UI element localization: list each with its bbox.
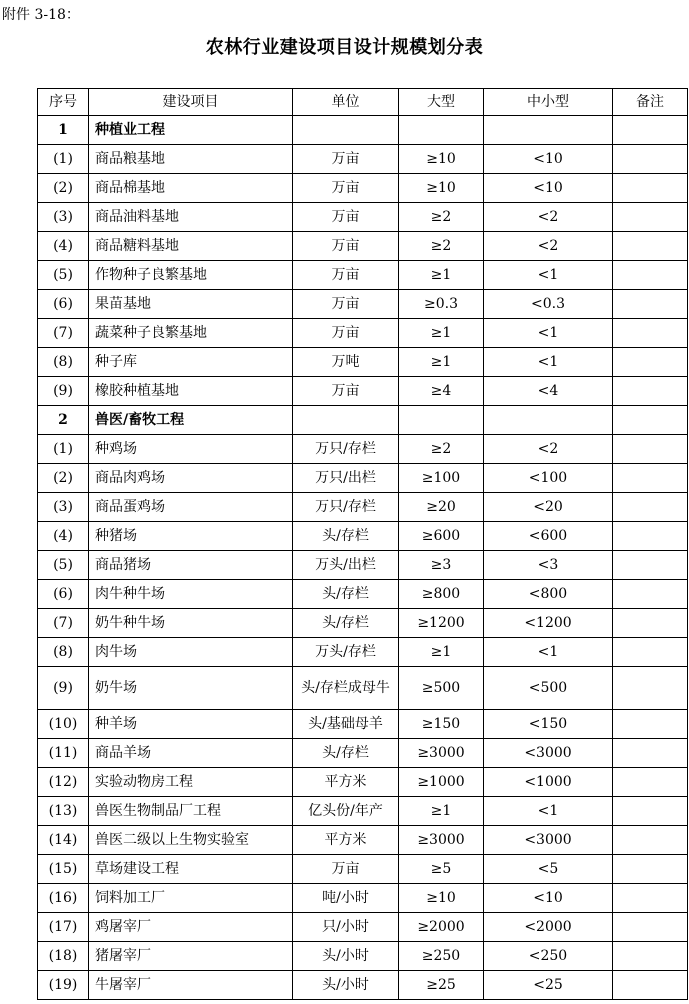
table-header-row bbox=[38, 89, 688, 116]
cell-item: 种猪场 bbox=[89, 522, 293, 551]
cell-item: 鸡屠宰厂 bbox=[89, 913, 293, 942]
table-row bbox=[38, 174, 688, 203]
cell-large: ≥1000 bbox=[399, 768, 484, 797]
cell-small: <1200 bbox=[484, 609, 613, 638]
table-row bbox=[38, 609, 688, 638]
cell-item: 种子库 bbox=[89, 348, 293, 377]
cell-unit: 万亩 bbox=[293, 377, 399, 406]
cell-no: (18) bbox=[38, 942, 89, 971]
cell-large bbox=[399, 406, 484, 435]
cell-small: <2 bbox=[484, 435, 613, 464]
cell-unit: 万亩 bbox=[293, 855, 399, 884]
cell-small: <150 bbox=[484, 710, 613, 739]
cell-large: ≥3 bbox=[399, 551, 484, 580]
cell-small: <1 bbox=[484, 319, 613, 348]
attachment-label: 附件 3-18： bbox=[2, 7, 80, 23]
section-number: 2 bbox=[38, 406, 89, 435]
cell-large: ≥2 bbox=[399, 232, 484, 261]
cell-item: 兽医生物制品厂工程 bbox=[89, 797, 293, 826]
cell-remark bbox=[613, 145, 688, 174]
cell-remark bbox=[613, 609, 688, 638]
cell-no: (9) bbox=[38, 667, 89, 710]
cell-remark bbox=[613, 493, 688, 522]
cell-large: ≥0.3 bbox=[399, 290, 484, 319]
cell-unit: 头/小时 bbox=[293, 971, 399, 1000]
cell-large: ≥1 bbox=[399, 261, 484, 290]
cell-item: 猪屠宰厂 bbox=[89, 942, 293, 971]
cell-large: ≥5 bbox=[399, 855, 484, 884]
cell-unit: 头/存栏 bbox=[293, 580, 399, 609]
cell-remark bbox=[613, 942, 688, 971]
table-row bbox=[38, 464, 688, 493]
cell-unit: 万头/出栏 bbox=[293, 551, 399, 580]
cell-unit: 只/小时 bbox=[293, 913, 399, 942]
header-large: 大型 bbox=[399, 89, 484, 116]
table-row bbox=[38, 638, 688, 667]
cell-no: (11) bbox=[38, 739, 89, 768]
table-row bbox=[38, 710, 688, 739]
cell-small bbox=[484, 116, 613, 145]
cell-remark bbox=[613, 768, 688, 797]
cell-small: <250 bbox=[484, 942, 613, 971]
cell-large: ≥2 bbox=[399, 203, 484, 232]
cell-small: <3 bbox=[484, 551, 613, 580]
cell-no: (6) bbox=[38, 290, 89, 319]
cell-no: (14) bbox=[38, 826, 89, 855]
cell-item: 肉牛场 bbox=[89, 638, 293, 667]
cell-small: <25 bbox=[484, 971, 613, 1000]
table-row bbox=[38, 797, 688, 826]
table-row bbox=[38, 913, 688, 942]
cell-large: ≥2 bbox=[399, 435, 484, 464]
cell-remark bbox=[613, 739, 688, 768]
cell-unit: 头/存栏 bbox=[293, 522, 399, 551]
scale-table bbox=[37, 88, 688, 1000]
cell-unit bbox=[293, 406, 399, 435]
cell-small: <1 bbox=[484, 797, 613, 826]
cell-large: ≥1 bbox=[399, 797, 484, 826]
cell-unit: 头/存栏 bbox=[293, 739, 399, 768]
table-row bbox=[38, 884, 688, 913]
cell-item: 草场建设工程 bbox=[89, 855, 293, 884]
cell-unit: 万亩 bbox=[293, 203, 399, 232]
cell-no: (4) bbox=[38, 522, 89, 551]
cell-remark bbox=[613, 406, 688, 435]
cell-item: 蔬菜种子良繁基地 bbox=[89, 319, 293, 348]
cell-remark bbox=[613, 319, 688, 348]
cell-unit bbox=[293, 116, 399, 145]
cell-no: (19) bbox=[38, 971, 89, 1000]
table-row bbox=[38, 942, 688, 971]
cell-unit: 头/存栏成母牛 bbox=[293, 667, 399, 710]
cell-small: <3000 bbox=[484, 739, 613, 768]
cell-small: <3000 bbox=[484, 826, 613, 855]
cell-large: ≥3000 bbox=[399, 826, 484, 855]
cell-unit: 万亩 bbox=[293, 174, 399, 203]
cell-small: <10 bbox=[484, 145, 613, 174]
cell-small: <2 bbox=[484, 232, 613, 261]
cell-no: (5) bbox=[38, 261, 89, 290]
cell-no: (1) bbox=[38, 435, 89, 464]
cell-item: 商品糖料基地 bbox=[89, 232, 293, 261]
cell-no: (3) bbox=[38, 493, 89, 522]
cell-no: (1) bbox=[38, 145, 89, 174]
cell-large: ≥4 bbox=[399, 377, 484, 406]
cell-item: 作物种子良繁基地 bbox=[89, 261, 293, 290]
cell-item: 商品粮基地 bbox=[89, 145, 293, 174]
cell-unit: 吨/小时 bbox=[293, 884, 399, 913]
cell-remark bbox=[613, 203, 688, 232]
cell-no: (7) bbox=[38, 319, 89, 348]
cell-large: ≥25 bbox=[399, 971, 484, 1000]
cell-small: <1 bbox=[484, 261, 613, 290]
section-number: 1 bbox=[38, 116, 89, 145]
cell-remark bbox=[613, 971, 688, 1000]
cell-unit: 万只/出栏 bbox=[293, 464, 399, 493]
cell-large: ≥250 bbox=[399, 942, 484, 971]
table-row bbox=[38, 232, 688, 261]
cell-item: 商品肉鸡场 bbox=[89, 464, 293, 493]
table-row bbox=[38, 377, 688, 406]
table-row bbox=[38, 145, 688, 174]
cell-no: (15) bbox=[38, 855, 89, 884]
cell-large: ≥1 bbox=[399, 319, 484, 348]
cell-item: 种鸡场 bbox=[89, 435, 293, 464]
cell-item: 橡胶种植基地 bbox=[89, 377, 293, 406]
table-row bbox=[38, 855, 688, 884]
table-row bbox=[38, 493, 688, 522]
cell-large: ≥20 bbox=[399, 493, 484, 522]
cell-remark bbox=[613, 232, 688, 261]
cell-no: (17) bbox=[38, 913, 89, 942]
header-remark: 备注 bbox=[613, 89, 688, 116]
cell-no: (12) bbox=[38, 768, 89, 797]
cell-small: <600 bbox=[484, 522, 613, 551]
table-row bbox=[38, 768, 688, 797]
cell-unit: 头/基础母羊 bbox=[293, 710, 399, 739]
cell-large: ≥3000 bbox=[399, 739, 484, 768]
cell-remark bbox=[613, 290, 688, 319]
cell-no: (6) bbox=[38, 580, 89, 609]
cell-item: 商品蛋鸡场 bbox=[89, 493, 293, 522]
cell-small: <5 bbox=[484, 855, 613, 884]
cell-item: 商品油料基地 bbox=[89, 203, 293, 232]
header-no: 序号 bbox=[38, 89, 89, 116]
cell-large: ≥10 bbox=[399, 884, 484, 913]
cell-remark bbox=[613, 638, 688, 667]
section-title: 兽医/畜牧工程 bbox=[89, 406, 293, 435]
cell-remark bbox=[613, 884, 688, 913]
cell-small: <10 bbox=[484, 884, 613, 913]
cell-item: 种羊场 bbox=[89, 710, 293, 739]
table-row bbox=[38, 739, 688, 768]
cell-small: <2 bbox=[484, 203, 613, 232]
cell-small: <2000 bbox=[484, 913, 613, 942]
cell-small: <1000 bbox=[484, 768, 613, 797]
cell-unit: 万亩 bbox=[293, 290, 399, 319]
cell-unit: 头/小时 bbox=[293, 942, 399, 971]
cell-small: <100 bbox=[484, 464, 613, 493]
cell-remark bbox=[613, 522, 688, 551]
cell-unit: 头/存栏 bbox=[293, 609, 399, 638]
cell-item: 饲料加工厂 bbox=[89, 884, 293, 913]
cell-no: (8) bbox=[38, 638, 89, 667]
cell-remark bbox=[613, 261, 688, 290]
cell-unit: 万头/存栏 bbox=[293, 638, 399, 667]
cell-remark bbox=[613, 377, 688, 406]
header-unit: 单位 bbox=[293, 89, 399, 116]
cell-unit: 平方米 bbox=[293, 826, 399, 855]
cell-item: 兽医二级以上生物实验室 bbox=[89, 826, 293, 855]
table-row bbox=[38, 319, 688, 348]
cell-unit: 平方米 bbox=[293, 768, 399, 797]
cell-remark bbox=[613, 797, 688, 826]
cell-item: 奶牛种牛场 bbox=[89, 609, 293, 638]
cell-unit: 万亩 bbox=[293, 145, 399, 174]
cell-large: ≥800 bbox=[399, 580, 484, 609]
cell-unit: 万只/存栏 bbox=[293, 493, 399, 522]
cell-no: (13) bbox=[38, 797, 89, 826]
cell-unit: 万亩 bbox=[293, 232, 399, 261]
header-small: 中小型 bbox=[484, 89, 613, 116]
cell-unit: 亿头份/年产 bbox=[293, 797, 399, 826]
table-row bbox=[38, 348, 688, 377]
table-row bbox=[38, 203, 688, 232]
cell-no: (10) bbox=[38, 710, 89, 739]
table-row bbox=[38, 826, 688, 855]
cell-large bbox=[399, 116, 484, 145]
cell-large: ≥600 bbox=[399, 522, 484, 551]
cell-remark bbox=[613, 710, 688, 739]
cell-small: <1 bbox=[484, 348, 613, 377]
cell-remark bbox=[613, 580, 688, 609]
table-row bbox=[38, 435, 688, 464]
cell-item: 商品猪场 bbox=[89, 551, 293, 580]
cell-no: (4) bbox=[38, 232, 89, 261]
cell-remark bbox=[613, 116, 688, 145]
cell-no: (2) bbox=[38, 174, 89, 203]
cell-remark bbox=[613, 826, 688, 855]
cell-no: (5) bbox=[38, 551, 89, 580]
cell-small: <800 bbox=[484, 580, 613, 609]
cell-remark bbox=[613, 435, 688, 464]
cell-small: <0.3 bbox=[484, 290, 613, 319]
table-row bbox=[38, 667, 688, 710]
cell-large: ≥10 bbox=[399, 174, 484, 203]
cell-large: ≥150 bbox=[399, 710, 484, 739]
cell-large: ≥1 bbox=[399, 348, 484, 377]
table-body bbox=[38, 116, 688, 1000]
cell-unit: 万亩 bbox=[293, 261, 399, 290]
document-title: 农林行业建设项目设计规模划分表 bbox=[205, 37, 484, 58]
cell-large: ≥10 bbox=[399, 145, 484, 174]
cell-small: <10 bbox=[484, 174, 613, 203]
table-row bbox=[38, 261, 688, 290]
section-row bbox=[38, 406, 688, 435]
cell-unit: 万亩 bbox=[293, 319, 399, 348]
cell-no: (9) bbox=[38, 377, 89, 406]
cell-item: 肉牛种牛场 bbox=[89, 580, 293, 609]
cell-item: 实验动物房工程 bbox=[89, 768, 293, 797]
cell-no: (2) bbox=[38, 464, 89, 493]
cell-item: 商品棉基地 bbox=[89, 174, 293, 203]
cell-small: <4 bbox=[484, 377, 613, 406]
cell-large: ≥2000 bbox=[399, 913, 484, 942]
cell-large: ≥1 bbox=[399, 638, 484, 667]
cell-item: 牛屠宰厂 bbox=[89, 971, 293, 1000]
table-row bbox=[38, 551, 688, 580]
cell-item: 果苗基地 bbox=[89, 290, 293, 319]
cell-small: <500 bbox=[484, 667, 613, 710]
cell-no: (7) bbox=[38, 609, 89, 638]
cell-remark bbox=[613, 174, 688, 203]
cell-remark bbox=[613, 855, 688, 884]
cell-no: (16) bbox=[38, 884, 89, 913]
section-row bbox=[38, 116, 688, 145]
cell-remark bbox=[613, 667, 688, 710]
table-row bbox=[38, 580, 688, 609]
cell-unit: 万只/存栏 bbox=[293, 435, 399, 464]
cell-remark bbox=[613, 464, 688, 493]
table-row bbox=[38, 290, 688, 319]
cell-item: 奶牛场 bbox=[89, 667, 293, 710]
cell-no: (8) bbox=[38, 348, 89, 377]
header-item: 建设项目 bbox=[89, 89, 293, 116]
cell-small: <20 bbox=[484, 493, 613, 522]
cell-large: ≥100 bbox=[399, 464, 484, 493]
cell-large: ≥500 bbox=[399, 667, 484, 710]
table-row bbox=[38, 971, 688, 1000]
cell-small bbox=[484, 406, 613, 435]
cell-remark bbox=[613, 551, 688, 580]
cell-no: (3) bbox=[38, 203, 89, 232]
cell-small: <1 bbox=[484, 638, 613, 667]
cell-item: 商品羊场 bbox=[89, 739, 293, 768]
cell-remark bbox=[613, 913, 688, 942]
cell-large: ≥1200 bbox=[399, 609, 484, 638]
cell-remark bbox=[613, 348, 688, 377]
table-row bbox=[38, 522, 688, 551]
section-title: 种植业工程 bbox=[89, 116, 293, 145]
cell-unit: 万吨 bbox=[293, 348, 399, 377]
